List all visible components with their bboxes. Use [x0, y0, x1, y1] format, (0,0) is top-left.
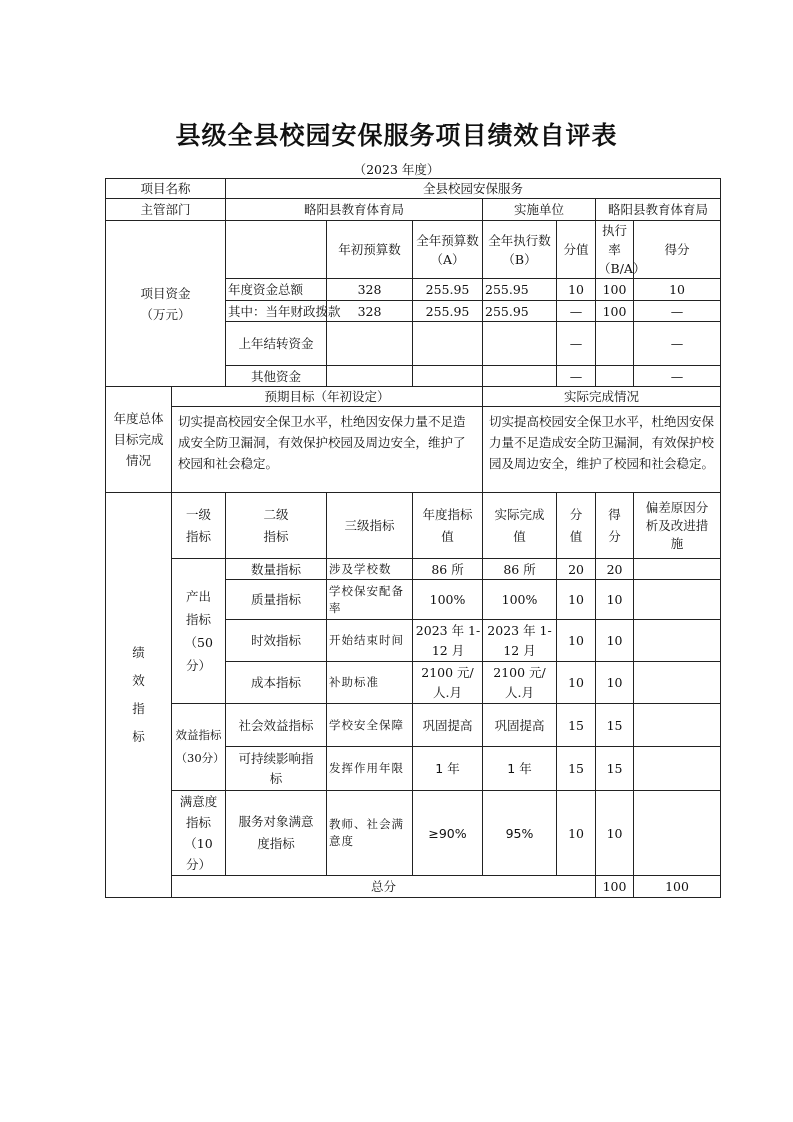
indicator-actual: 1 年 [483, 747, 557, 791]
implementing-unit-label: 实施单位 [483, 199, 596, 221]
goals-expected-label: 预期目标（年初设定） [172, 387, 483, 407]
indicator-got: 15 [596, 747, 634, 791]
indicator-note [634, 704, 721, 747]
funds-header-initial: 年初预算数 [327, 221, 413, 279]
project-name-label: 项目名称 [106, 179, 226, 199]
indicator-got: 20 [596, 559, 634, 580]
funds-row-cell [483, 366, 557, 387]
funds-header-executed: 全年执行数（B） [483, 221, 557, 279]
goals-content-row [106, 407, 721, 493]
indicators-header-actual [483, 493, 557, 559]
project-name-value: 全县校园安保服务 [226, 179, 721, 199]
funds-row-name-text: 上年结转资金 [238, 336, 314, 351]
indicators-header-target [413, 493, 483, 559]
indicator-score: 10 [557, 620, 596, 662]
group-output [172, 559, 226, 704]
indicator-target [413, 662, 483, 704]
funds-header-row [106, 221, 721, 279]
implementing-unit-value: 略阳县教育体育局 [596, 199, 721, 221]
goals-label [106, 387, 172, 493]
indicator-l2: 成本指标 [226, 662, 327, 704]
indicators-header-l3: 三级指标 [327, 493, 413, 559]
indicator-target: ≥90% [413, 791, 483, 876]
funds-row-cell [413, 322, 483, 366]
indicators-header-l1-text: 一级指标 [185, 506, 211, 544]
indicator-target: 巩固提高 [413, 704, 483, 747]
indicator-target [413, 620, 483, 662]
indicator-got: 10 [596, 662, 634, 704]
funds-row-cell: 328 [327, 279, 413, 301]
funds-row-cell [327, 322, 413, 366]
indicator-l2: 数量指标 [226, 559, 327, 580]
indicators-header-score-text: 分值 [569, 506, 583, 544]
indicator-l3: 发挥作用年限 [327, 747, 413, 791]
indicator-row [106, 704, 721, 747]
indicator-note [634, 662, 721, 704]
indicator-score: 20 [557, 559, 596, 580]
funds-row-cell [596, 366, 634, 387]
indicators-header-score [557, 493, 596, 559]
funds-row-name: 年度资金总额 [226, 279, 327, 301]
goals-actual-text: 切实提高校园安全保卫水平，杜绝因安保力量不足造成安全防卫漏洞，有效保护校园及周边安全，维护了校园和社会稳定。 [483, 407, 721, 493]
indicator-score: 10 [557, 791, 596, 876]
department-label: 主管部门 [106, 199, 226, 221]
indicators-header-row [106, 493, 721, 559]
funds-row-cell: 100 [596, 301, 634, 322]
indicator-score: 15 [557, 747, 596, 791]
funds-row-cell [483, 322, 557, 366]
indicator-l2: 时效指标 [226, 620, 327, 662]
evaluation-table [105, 178, 721, 898]
indicators-label-text: 绩效指标 [132, 645, 145, 744]
group-benefit-text: 效益指标（30分） [175, 728, 225, 765]
funds-row-cell: — [557, 301, 596, 322]
indicators-header-l2 [226, 493, 327, 559]
funds-row-cell [413, 366, 483, 387]
indicator-got: 10 [596, 791, 634, 876]
funds-row-cell [596, 322, 634, 366]
indicator-actual: 巩固提高 [483, 704, 557, 747]
funds-row-cell: — [634, 301, 721, 322]
indicators-header-note-text: 偏差原因分析及改进措施 [645, 499, 709, 551]
indicator-score: 10 [557, 662, 596, 704]
total-got: 100 [634, 876, 721, 898]
goals-actual-label: 实际完成情况 [483, 387, 721, 407]
funds-header-blank [226, 221, 327, 279]
funds-label-text: 项目资金（万元） [140, 285, 191, 322]
indicators-header-l2-text: 二级指标 [263, 506, 289, 544]
indicator-actual: 95% [483, 791, 557, 876]
indicator-actual [483, 620, 557, 662]
funds-header-got: 得分 [634, 221, 721, 279]
indicator-actual [483, 662, 557, 704]
indicator-score: 10 [557, 580, 596, 620]
indicators-header-l1 [172, 493, 226, 559]
indicator-l2 [226, 791, 327, 876]
indicator-target: 1 年 [413, 747, 483, 791]
funds-row-name [226, 322, 327, 366]
indicator-got: 10 [596, 620, 634, 662]
indicator-l3: 开始结束时间 [327, 620, 413, 662]
total-score: 100 [596, 876, 634, 898]
funds-row-cell: — [634, 366, 721, 387]
indicator-l2: 社会效益指标 [226, 704, 327, 747]
indicator-note [634, 580, 721, 620]
page-title: 县级全县校园安保服务项目绩效自评表 [175, 121, 618, 150]
indicator-actual: 100% [483, 580, 557, 620]
funds-row-cell: 255.95 [413, 301, 483, 322]
page-subtitle: （2023 年度） [353, 162, 440, 177]
funds-row-cell: 255.95 [483, 279, 557, 301]
funds-row-cell: 100 [596, 279, 634, 301]
total-label: 总分 [172, 876, 596, 898]
funds-row-cell [327, 366, 413, 387]
indicator-note [634, 559, 721, 580]
total-row [106, 876, 721, 898]
project-name-row [106, 179, 721, 199]
department-value: 略阳县教育体育局 [226, 199, 483, 221]
indicator-l3: 学校安全保障 [327, 704, 413, 747]
indicator-l3: 教师、社会满意度 [327, 791, 413, 876]
indicator-l3: 补助标准 [327, 662, 413, 704]
goals-expected-text: 切实提高校园安全保卫水平，杜绝因安保力量不足造成安全防卫漏洞，有效保护校园及周边安全，维护了校园和社会稳定。 [172, 407, 483, 493]
indicator-got: 15 [596, 704, 634, 747]
goals-header-row [106, 387, 721, 407]
funds-row-cell: 10 [634, 279, 721, 301]
funds-row-name: 其他资金 [226, 366, 327, 387]
indicator-actual-text: 2023 年 1-12 月 [487, 622, 552, 658]
funds-row-cell: 328 [327, 301, 413, 322]
group-benefit [172, 704, 226, 791]
indicator-note [634, 791, 721, 876]
indicator-l3: 涉及学校数 [327, 559, 413, 580]
funds-row-cell: 255.95 [483, 301, 557, 322]
indicators-header-got-text: 得分 [608, 506, 621, 544]
indicator-note [634, 620, 721, 662]
funds-row-cell: 255.95 [413, 279, 483, 301]
indicator-target-text: 2023 年 1-12 月 [415, 622, 481, 658]
group-satisfaction-text: 满意度指标（10分） [179, 794, 218, 872]
funds-header-rate: 执行率（B/A） [596, 221, 634, 279]
funds-row-cell: — [557, 322, 596, 366]
group-output-text: 产出指标（50分） [184, 589, 213, 673]
indicator-target: 86 所 [413, 559, 483, 580]
funds-row-name: 其中：当年财政拨款 [226, 301, 327, 322]
indicator-got: 10 [596, 580, 634, 620]
indicators-header-target-text: 年度指标值 [422, 506, 473, 544]
funds-row-cell: — [634, 322, 721, 366]
indicator-score: 15 [557, 704, 596, 747]
indicator-row [106, 559, 721, 580]
indicator-actual-text: 2100 元/人.月 [493, 664, 546, 700]
indicators-header-note [634, 493, 721, 559]
indicators-label [106, 493, 172, 898]
indicator-row [106, 791, 721, 876]
indicator-l2: 质量指标 [226, 580, 327, 620]
group-satisfaction [172, 791, 226, 876]
funds-row-cell: — [557, 366, 596, 387]
funds-label [106, 221, 226, 387]
department-row [106, 199, 721, 221]
funds-header-score: 分值 [557, 221, 596, 279]
indicator-l2 [226, 747, 327, 791]
indicator-note [634, 747, 721, 791]
indicator-l3: 学校保安配备率 [327, 580, 413, 620]
indicator-l2-text: 服务对象满意度指标 [238, 814, 314, 851]
goals-label-text: 年度总体目标完成情况 [113, 411, 164, 468]
indicators-header-actual-text: 实际完成值 [494, 506, 545, 544]
funds-header-budget: 全年预算数（A） [413, 221, 483, 279]
indicator-target-text: 2100 元/人.月 [421, 664, 474, 700]
indicator-target: 100% [413, 580, 483, 620]
indicator-actual: 86 所 [483, 559, 557, 580]
indicator-l2-text: 可持续影响指标 [238, 750, 314, 786]
funds-row-cell: 10 [557, 279, 596, 301]
indicators-header-got [596, 493, 634, 559]
